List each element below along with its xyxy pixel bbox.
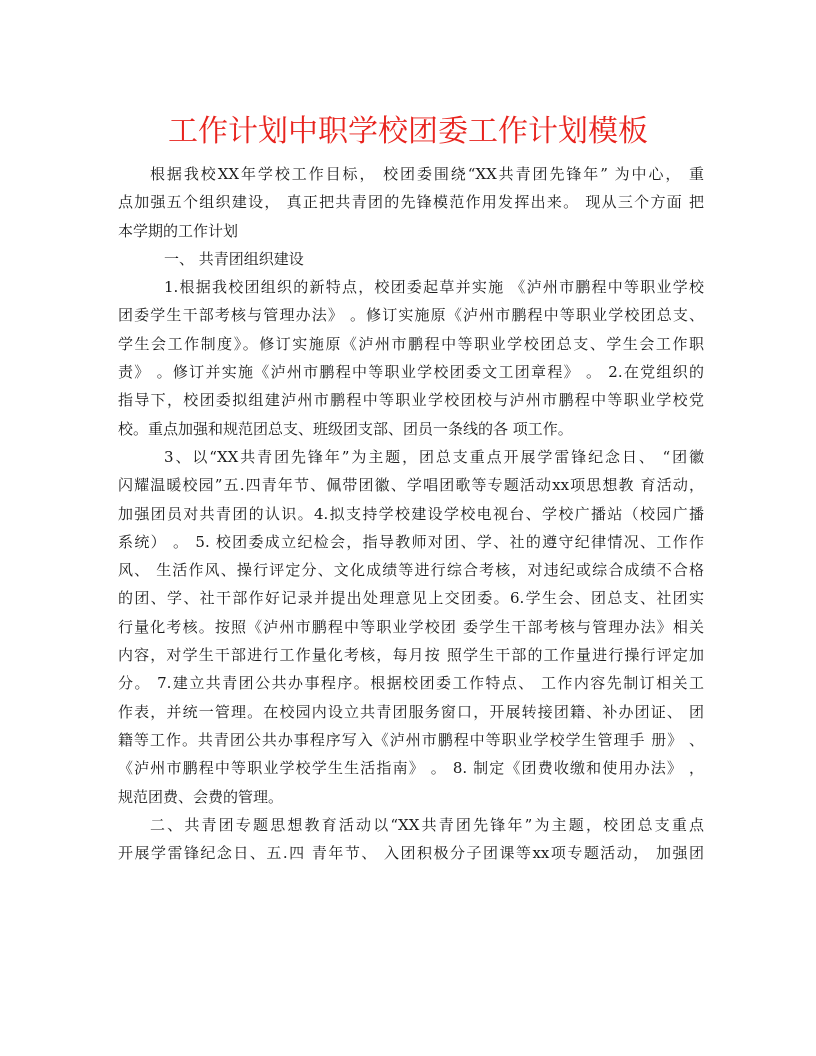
body-line: 团委学生干部考核与管理办法》 。修订实施原《泸州市鹏程中等职业学校团总支、: [118, 306, 704, 325]
body-line: 作表，并统一管理。在校园内设立共青团服务窗口，开展转接团籍、补办团证、 团: [118, 702, 704, 721]
body-line: 籍等工作。共青团公共办事程序写入《泸州市鹏程中等职业学校学生管理手 册》 、: [118, 730, 704, 749]
body-line: 1.根据我校团组织的新特点，校团委起草并实施 《泸州市鹏程中等职业学校: [164, 278, 704, 297]
body-line: 指导下，校团委拟组建泸州市鹏程中等职业学校团校与泸州市鹏程中等职业学校党: [118, 391, 704, 410]
body-line: 点加强五个组织建设， 真正把共青团的先锋模范作用发挥出来。 现从三个方面 把: [118, 193, 704, 212]
body-line: 校。重点加强和规范团总支、班级团支部、团员一条线的各 项工作。: [118, 419, 573, 438]
body-line: 3、以“XX共青团先锋年”为主题，团总支重点开展学雷锋纪念日、 “团徽: [164, 447, 704, 466]
document-body: [118, 160, 704, 867]
body-line: 分。 7.建立共青团公共办事程序。根据校团委工作特点、 工作内容先制订相关工: [118, 674, 704, 693]
document-title: 工作计划中职学校团委工作计划模板: [168, 114, 648, 149]
body-line: 闪耀温暖校园”五.四青年节、佩带团徽、学唱团歌等专题活动xx项思想教 育活动，: [118, 476, 704, 495]
body-line: 内容，对学生干部进行工作量化考核，每月按 照学生干部的工作量进行操行评定加: [118, 646, 704, 665]
body-line: 行量化考核。按照《泸州市鹏程中等职业学校团 委学生干部考核与管理办法》相关: [118, 617, 704, 636]
body-line: 加强团员对共青团的认识。4.拟支持学校建设学校电视台、学校广播站（校园广播: [118, 504, 704, 523]
body-line: 的团、学、社干部作好记录并提出处理意见上交团委。6.学生会、团总支、社团实: [118, 589, 704, 608]
body-line: 本学期的工作计划: [118, 221, 239, 240]
body-line: 责》 。修订并实施《泸州市鹏程中等职业学校团委文工团章程》 。 2.在党组织的: [118, 363, 704, 382]
body-line: 系统） 。 5. 校团委成立纪检会，指导教师对团、学、社的遵守纪律情况、工作作: [118, 532, 704, 551]
body-line: 二、共青团专题思想教育活动以“XX共青团先锋年”为主题，校团总支重点: [150, 815, 704, 834]
body-line: 风、 生活作风、操行评定分、文化成绩等进行综合考核，对违纪或综合成绩不合格: [118, 561, 704, 580]
body-line: 根据我校XX年学校工作目标， 校团委围绕“XX共青团先锋年” 为中心， 重: [150, 165, 704, 183]
body-line: 《泸州市鹏程中等职业学校学生生活指南》 。 8. 制定《团费收缴和使用办法》 ，: [118, 759, 704, 778]
body-line: 开展学雷锋纪念日、五.四 青年节、 入团积极分子团课等xx项专题活动， 加强团: [118, 844, 704, 863]
body-line: 学生会工作制度》。修订实施原《泸州市鹏程中等职业学校团总支、学生会工作职: [118, 334, 704, 353]
section-heading: 一、 共青团组织建设: [164, 249, 304, 268]
body-line: 规范团费、会费的管理。: [118, 787, 284, 806]
